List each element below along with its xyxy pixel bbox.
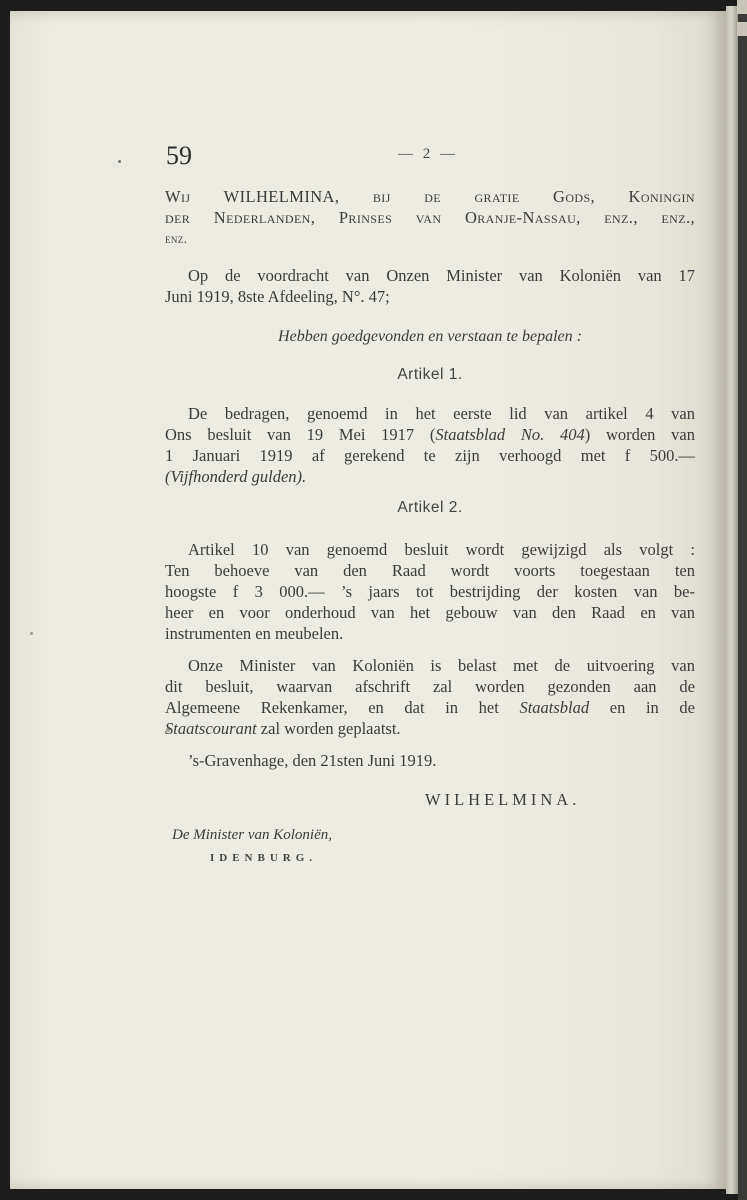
staatsblad-reference: Staatsblad No. 404: [435, 425, 585, 444]
page-edge: [726, 6, 738, 1194]
staatsblad-reference: Staatsblad: [519, 698, 590, 717]
royal-signature: WILHELMINA.: [425, 790, 581, 809]
article-2-line: Ten behoeve van den Raad wordt voorts toegestaan ten: [165, 561, 695, 580]
intro-line: Juni 1919, 8ste Afdeeling, N°. 47;: [165, 287, 390, 306]
page-number: 59: [166, 141, 192, 170]
execution-line: Onze Minister van Koloniën is belast met de uitvoering van: [188, 656, 695, 675]
article-2-line: instrumenten en meubelen.: [165, 624, 344, 643]
place-date: ’s-Gravenhage, den 21sten Juni 1919.: [188, 751, 437, 770]
article-1-title: Artikel 1.: [397, 366, 463, 383]
sheet-number: — 2 —: [398, 146, 458, 162]
speck: [118, 160, 121, 163]
scan-border: [738, 0, 747, 1200]
article-1-line: 1 Januari 1919 af gerekend te zijn verhoogd met f 500.—: [165, 446, 695, 465]
minister-title: De Minister van Koloniën,: [172, 827, 332, 843]
page-tab: [737, 22, 747, 36]
article-1-line: De bedragen, genoemd in het eerste lid van artikel 4 van: [188, 404, 695, 423]
article-1-line: Ons besluit van 19 Mei 1917 (Staatsblad No. 404) worden van: [165, 425, 695, 444]
execution-line: dit besluit, waarvan afschrift zal worden gezonden aan de: [165, 677, 695, 696]
article-2-line: heer en voor onderhoud van het gebouw van den Raad en van: [165, 603, 695, 622]
execution-line: Staatscourant zal worden geplaatst.: [165, 719, 401, 738]
preamble-line: enz.: [165, 231, 188, 246]
preamble-line: Wij WILHELMINA, bij de gratie Gods, Koningin: [165, 187, 695, 206]
article-2-line: Artikel 10 van genoemd besluit wordt gewijzigd als volgt :: [188, 540, 695, 559]
article-2-line: hoogste f 3 000.— ’s jaars tot bestrijding der kosten van be-: [165, 582, 695, 601]
intro-line: Op de voordracht van Onzen Minister van Koloniën van 17: [188, 266, 695, 285]
speck: [30, 632, 33, 635]
minister-name: IDENBURG.: [210, 852, 318, 864]
article-1-line: (Vijfhonderd gulden).: [165, 467, 307, 486]
article-2-title: Artikel 2.: [397, 499, 463, 516]
execution-line: Algemeene Rekenkamer, en dat in het Staatsblad en in de: [165, 698, 695, 717]
staatscourant-reference: Staatscourant: [165, 719, 257, 738]
decision-heading: Hebben goedgevonden en verstaan te bepalen :: [278, 328, 582, 345]
preamble-line: der Nederlanden, Prinses van Oranje-Nassau, enz., enz.,: [165, 208, 695, 227]
page-tab: [737, 0, 747, 14]
